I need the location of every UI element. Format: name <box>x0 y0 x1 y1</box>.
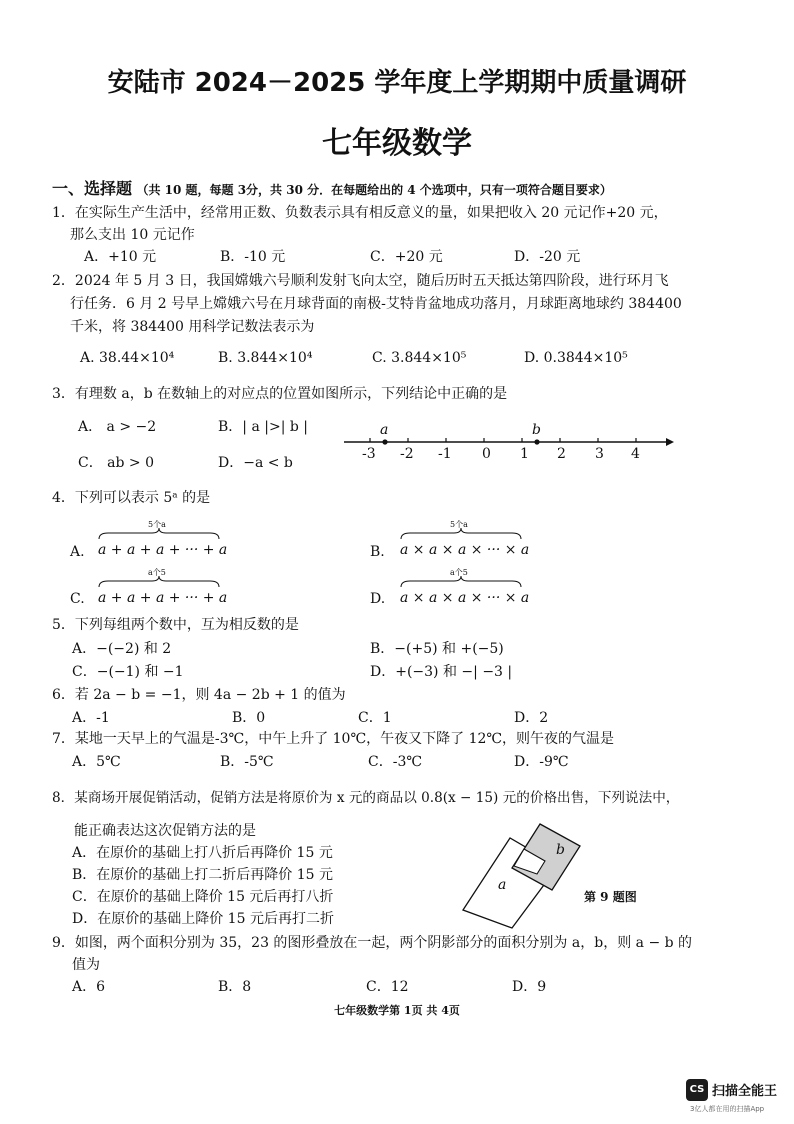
q3-option-d: D．−a < b <box>218 455 293 471</box>
exam-subtitle: 七年级数学 <box>322 126 472 161</box>
tick-label-neg1: -1 <box>438 446 452 462</box>
q7-option-d: D．-9℃ <box>514 754 569 770</box>
q4-option-a-brace-label: 5个a <box>148 520 166 529</box>
q7-option-a: A．5℃ <box>72 754 121 770</box>
q4-option-d-brace-label: a个5 <box>450 568 468 577</box>
q7-line1: 7．某地一天早上的气温是-3℃，中午上升了 10℃，午夜又下降了 12℃，则午夜的气温是 <box>52 731 615 747</box>
q1-line1: 1．在实际生产生活中，经常用正数、负数表示具有相反意义的量，如果把收入 20 元记作+20 元， <box>52 205 668 221</box>
q9-figure-caption: 第 9 题图 <box>584 890 637 904</box>
q2-option-a: A. 38.44×10⁴ <box>80 350 175 366</box>
q4-option-c-letter: C. <box>70 591 85 607</box>
q2-option-c: C. 3.844×10⁵ <box>372 350 467 366</box>
q5-option-a: A．−(−2) 和 2 <box>72 641 172 657</box>
q9-option-d: D．9 <box>512 979 547 995</box>
point-a-label: a <box>380 422 389 438</box>
q2-line3: 千米，将 384400 用科学记数法表示为 <box>70 319 315 335</box>
number-line <box>344 420 674 470</box>
q1-line2: 那么支出 10 元记作 <box>70 227 195 243</box>
q8-option-b: B．在原价的基础上打二折后再降价 15 元 <box>72 867 334 883</box>
q4-option-a-expr: a + a + a + ··· + a <box>98 542 228 558</box>
tick-label-2: 2 <box>557 446 566 462</box>
q9-label-a: a <box>498 877 507 893</box>
q1-option-c: C．+20 元 <box>370 249 443 265</box>
q8-option-a: A．在原价的基础上打八折后再降价 15 元 <box>72 845 333 861</box>
q9-option-c: C．12 <box>366 979 409 995</box>
q6-line1: 6．若 2a − b = −1，则 4a − 2b + 1 的值为 <box>52 687 346 703</box>
q7-option-b: B．-5℃ <box>220 754 274 770</box>
q2-line2: 行任务．6 月 2 号早上嫦娥六号在月球背面的南极-艾特肯盆地成功落月，月球距离地球约 384400 <box>70 296 682 312</box>
q2-option-d: D. 0.3844×10⁵ <box>524 350 628 366</box>
section-note: （共 10 题，每题 3分，共 30 分．在每题给出的 4 个选项中，只有一项符合题目要求） <box>136 183 612 197</box>
q3-option-a: A． a > −2 <box>78 419 157 435</box>
q9-line1: 9．如图，两个面积分别为 35，23 的图形叠放在一起，两个阴影部分的面积分别为 a，b，则 a − b 的 <box>52 935 693 951</box>
q6-option-b: B．0 <box>232 710 266 726</box>
q9-option-b: B．8 <box>218 979 252 995</box>
q6-option-a: A．-1 <box>72 710 110 726</box>
q4-option-d-expr: a × a × a × ··· × a <box>400 590 530 606</box>
q7-option-c: C．-3℃ <box>368 754 423 770</box>
q6-option-c: C．1 <box>358 710 392 726</box>
q2-line1: 2．2024 年 5 月 3 日，我国嫦娥六号顺利发射飞向太空，随后历时五天抵达第四阶段，进行环月飞 <box>52 273 669 289</box>
q5-option-c: C．−(−1) 和 −1 <box>72 664 184 680</box>
q1-option-d: D．-20 元 <box>514 249 581 265</box>
q3-line1: 3．有理数 a，b 在数轴上的对应点的位置如图所示，下列结论中正确的是 <box>52 386 508 402</box>
q9-line2: 值为 <box>72 957 100 973</box>
section-heading <box>52 176 612 199</box>
q5-line1: 5．下列每组两个数中，互为相反数的是 <box>52 617 299 633</box>
q4-option-b-expr: a × a × a × ··· × a <box>400 542 530 558</box>
q4-option-c-expr: a + a + a + ··· + a <box>98 590 228 606</box>
section-title: 一、选择题 <box>52 179 133 198</box>
q4-option-b-brace-label: 5个a <box>450 520 468 529</box>
q9-figure <box>460 818 590 933</box>
page-footer: 七年级数学第 1页 共 4页 <box>334 1004 460 1017</box>
tick-label-4: 4 <box>631 446 640 462</box>
scanner-logo-icon: CS <box>686 1079 708 1101</box>
q9-label-b: b <box>556 842 565 858</box>
q6-option-d: D．2 <box>514 710 549 726</box>
point-a <box>382 439 387 444</box>
tick-label-0: 0 <box>482 446 491 462</box>
q4-line1: 4．下列可以表示 5ᵃ 的是 <box>52 490 211 506</box>
q8-option-d: D．在原价的基础上降价 15 元后再打二折 <box>72 911 334 927</box>
q5-option-d: D．+(−3) 和 −| −3 | <box>370 664 513 680</box>
q4-option-a-letter: A. <box>70 544 85 560</box>
q5-option-b: B．−(+5) 和 +(−5) <box>370 641 504 657</box>
q1-option-b: B．-10 元 <box>220 249 286 265</box>
tick-label-1: 1 <box>520 446 529 462</box>
q4-option-c-brace-label: a个5 <box>148 568 166 577</box>
q4-option-b-letter: B. <box>370 544 385 560</box>
q3-option-b: B．| a |>| b | <box>218 419 308 435</box>
q1-option-a: A．+10 元 <box>84 249 157 265</box>
q3-option-c: C． ab > 0 <box>78 455 155 471</box>
scanner-brand: 扫描全能王 <box>712 1084 778 1099</box>
q8-line1: 8．某商场开展促销活动，促销方法是将原价为 x 元的商品以 0.8(x − 15) 元的价格出售，下列说法中， <box>52 790 680 806</box>
q4-option-d-letter: D. <box>370 591 386 607</box>
q9-option-a: A．6 <box>72 979 106 995</box>
tick-label-neg3: -3 <box>362 446 376 462</box>
q8-line2: 能正确表达这次促销方法的是 <box>74 823 256 839</box>
q2-option-b: B. 3.844×10⁴ <box>218 350 313 366</box>
q8-option-c: C．在原价的基础上降价 15 元后再打八折 <box>72 889 334 905</box>
point-b <box>534 439 539 444</box>
scanner-tagline: 3亿人都在用的扫描App <box>690 1105 765 1113</box>
tick-label-neg2: -2 <box>400 446 414 462</box>
exam-title: 安陆市 2024－2025 学年度上学期期中质量调研 <box>107 68 687 98</box>
point-b-label: b <box>532 422 541 438</box>
tick-label-3: 3 <box>595 446 604 462</box>
